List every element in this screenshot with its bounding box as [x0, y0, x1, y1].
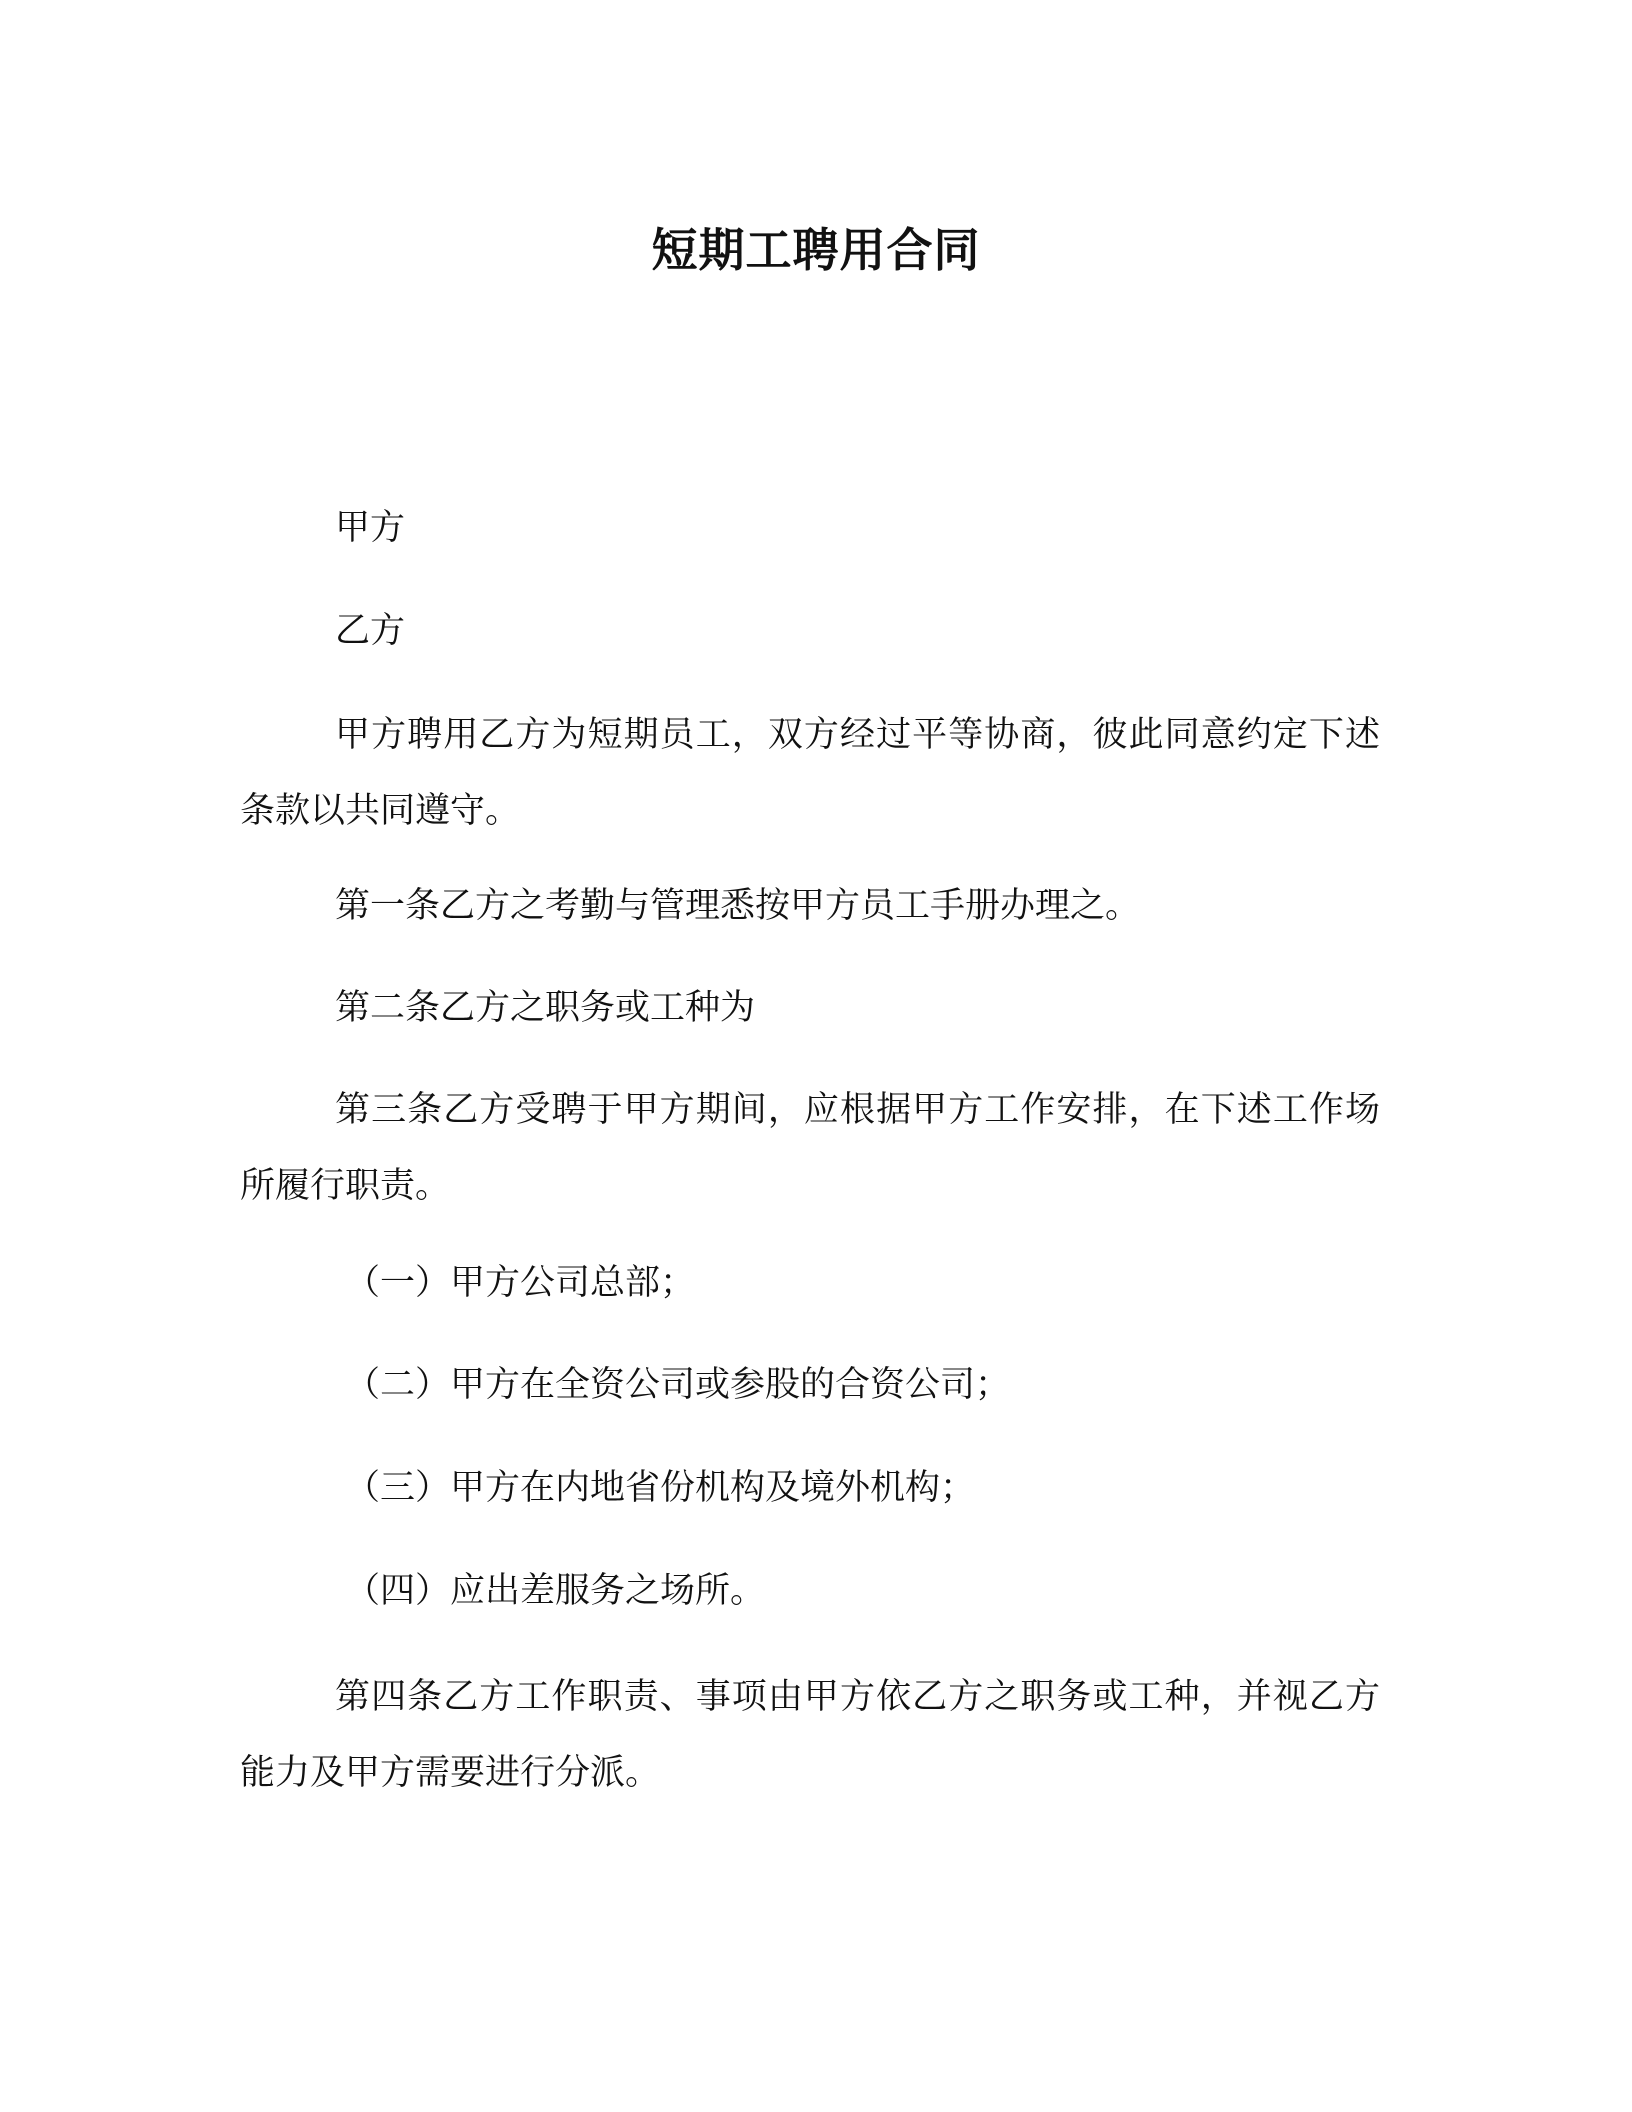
article-2: 第二条乙方之职务或工种为: [335, 988, 756, 1028]
document-title: 短期工聘用合同: [651, 223, 981, 277]
article-3-item-3: （三）甲方在内地省份机构及境外机构；: [345, 1468, 976, 1508]
article-3: 第三条乙方受聘于甲方期间，应根据甲方工作安排，在下述工作场所履行职责。: [240, 1090, 1380, 1206]
article-3-item-1: （一）甲方公司总部；: [345, 1263, 696, 1303]
party-a-label: 甲方: [335, 508, 406, 548]
article-1: 第一条乙方之考勤与管理悉按甲方员工手册办理之。: [335, 886, 1141, 926]
article-3-item-4: （四）应出差服务之场所。: [345, 1571, 766, 1611]
party-b-label: 乙方: [335, 611, 406, 651]
intro-paragraph: 甲方聘用乙方为短期员工，双方经过平等协商，彼此同意约定下述条款以共同遵守。: [240, 715, 1380, 831]
article-3-item-2: （二）甲方在全资公司或参股的合资公司；: [345, 1365, 1011, 1405]
article-4: 第四条乙方工作职责、事项由甲方依乙方之职务或工种，并视乙方能力及甲方需要进行分派。: [240, 1677, 1380, 1793]
